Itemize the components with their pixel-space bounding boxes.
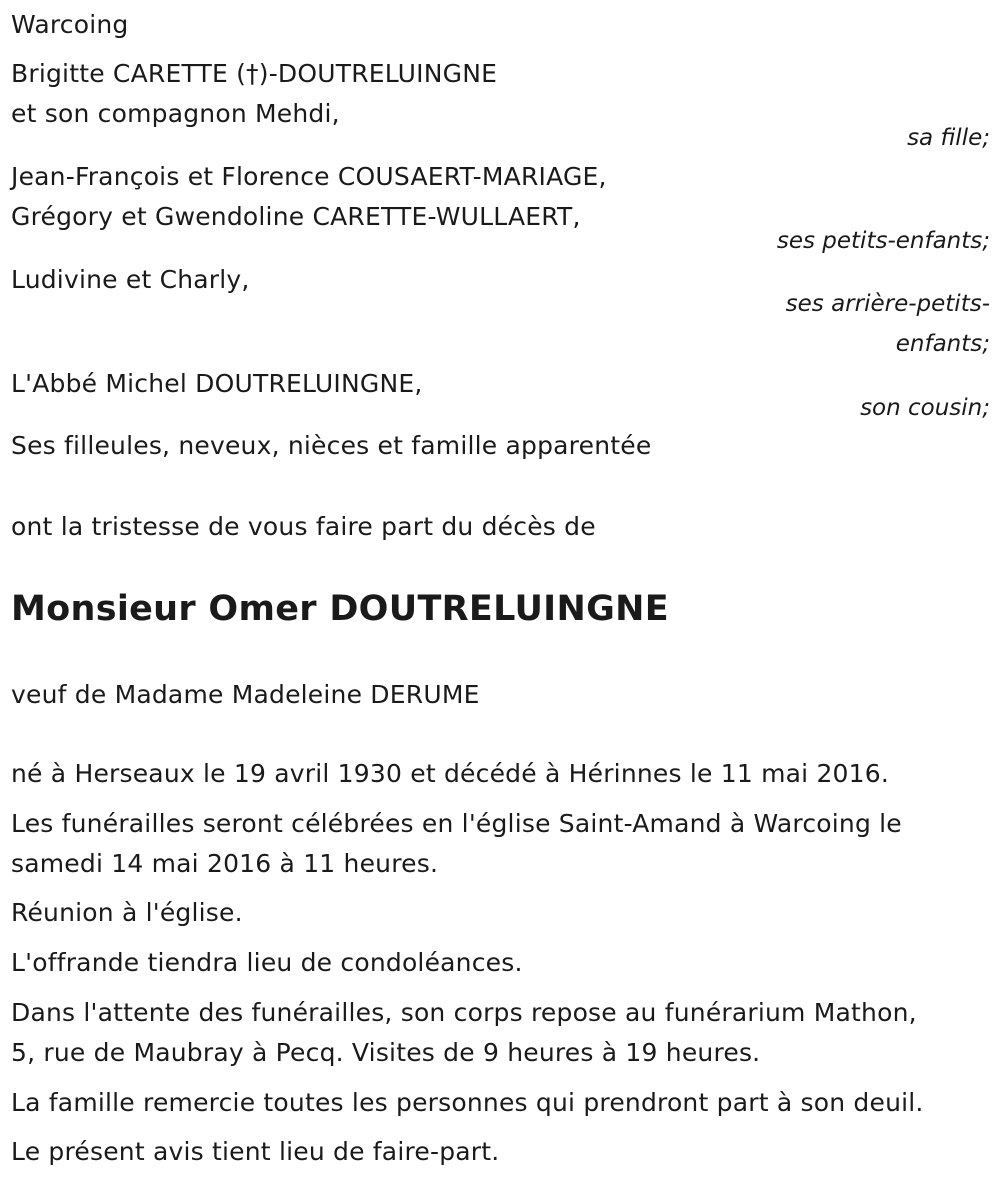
place-text: Warcoing	[11, 10, 129, 39]
cousin-role: son cousin;	[860, 395, 990, 421]
daughter-name: Brigitte CARETTE (†)-DOUTRELUINGNE	[11, 59, 498, 88]
funeral-line-2: samedi 14 mai 2016 à 11 heures.	[11, 849, 439, 878]
extended-family: Ses filleules, neveux, nièces et famille apparentée	[11, 431, 652, 460]
announcement-text: ont la tristesse de vous faire part du décès de	[11, 512, 596, 541]
birth-death-text: né à Herseaux le 19 avril 1930 et décédé à Hérinnes le 11 mai 2016.	[11, 759, 890, 788]
meeting-text: Réunion à l'église.	[11, 898, 243, 927]
daughter-role: sa fille;	[907, 125, 990, 151]
notice-text: Le présent avis tient lieu de faire-part.	[11, 1137, 500, 1166]
wake-line-2: 5, rue de Maubray à Pecq. Visites de 9 heures à 19 heures.	[11, 1038, 761, 1067]
grandchildren-line-2: Grégory et Gwendoline CARETTE-WULLAERT,	[11, 202, 581, 231]
great-grandchildren-names: Ludivine et Charly,	[11, 265, 250, 294]
widower-text: veuf de Madame Madeleine DERUME	[11, 680, 480, 709]
daughter-companion: et son compagnon Mehdi,	[11, 99, 340, 128]
thanks-text: La famille remercie toutes les personnes qui prendront part à son deuil.	[11, 1088, 924, 1117]
grandchildren-line-1: Jean-François et Florence COUSAERT-MARIAGE,	[11, 162, 607, 191]
funeral-line-1: Les funérailles seront célébrées en l'église Saint-Amand à Warcoing le	[11, 809, 902, 838]
offering-text: L'offrande tiendra lieu de condoléances.	[11, 948, 523, 977]
great-grandchildren-role-1: ses arrière-petits-	[785, 291, 990, 317]
great-grandchildren-role-2: enfants;	[895, 331, 990, 357]
cousin-name: L'Abbé Michel DOUTRELUINGNE,	[11, 369, 423, 398]
deceased-name: Monsieur Omer DOUTRELUINGNE	[11, 589, 669, 629]
wake-line-1: Dans l'attente des funérailles, son corps repose au funérarium Mathon,	[11, 998, 917, 1027]
grandchildren-role: ses petits-enfants;	[776, 228, 990, 254]
